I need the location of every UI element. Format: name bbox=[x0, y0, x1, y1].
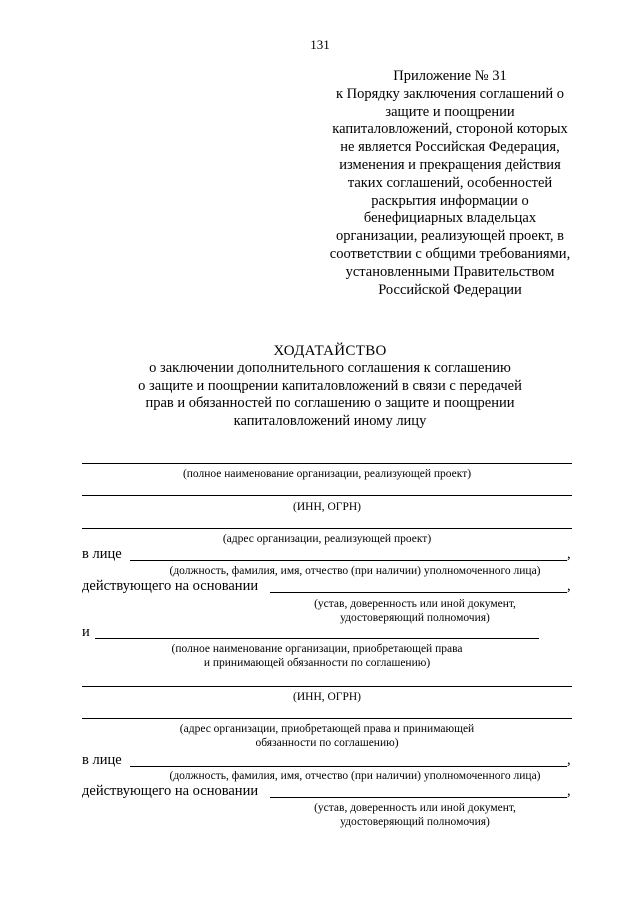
page-number: 131 bbox=[310, 37, 330, 52]
in-person-field[interactable] bbox=[130, 766, 567, 767]
annex-line: не является Российская Федерация, bbox=[340, 139, 560, 156]
acquirer-caption-line: и принимающей обязанности по соглашению) bbox=[203, 657, 431, 669]
in-person-label: в лице bbox=[82, 546, 122, 562]
basis-caption bbox=[270, 597, 560, 625]
acting-basis-field[interactable] bbox=[270, 797, 567, 798]
acquirer-caption-line: (полное наименование организации, приобретающей права bbox=[171, 643, 463, 655]
and-label: и bbox=[82, 624, 90, 640]
annex-line: соответствии с общими требованиями, bbox=[329, 245, 571, 262]
acquirer-name-field[interactable] bbox=[95, 638, 539, 639]
annex-line: защите и поощрении bbox=[385, 103, 515, 120]
org-name-caption: (полное наименование организации, реализующей проект) bbox=[182, 468, 472, 480]
address-caption: (адрес организации, реализующей проект) bbox=[222, 533, 432, 545]
acquirer-address-caption bbox=[82, 722, 572, 750]
annex-line: Российской Федерации bbox=[378, 281, 522, 298]
acting-basis-label: действующего на основании bbox=[82, 578, 259, 594]
org-name-field[interactable] bbox=[82, 463, 572, 464]
inn-ogrn-caption: (ИНН, ОГРН) bbox=[293, 501, 361, 513]
person-caption: (должность, фамилия, имя, отчество (при наличии) уполномоченного лица) bbox=[169, 565, 541, 577]
in-person-label: в лице bbox=[82, 752, 122, 768]
comma: , bbox=[567, 752, 571, 768]
annex-line: установленными Правительством bbox=[345, 263, 555, 280]
address-field[interactable] bbox=[82, 528, 572, 529]
basis-caption-line: удостоверяющий полномочия) bbox=[340, 612, 490, 624]
annex-line: к Порядку заключения соглашений о bbox=[336, 85, 564, 102]
subtitle-line: прав и обязанностей по соглашению о защите и поощрении bbox=[145, 395, 515, 412]
comma: , bbox=[567, 546, 571, 562]
annex-line: изменения и прекращения действия bbox=[339, 156, 561, 173]
acquirer-caption bbox=[95, 642, 539, 670]
annex-line: капиталовложений, стороной которых bbox=[332, 121, 568, 138]
subtitle-line: капиталовложений иному лицу bbox=[233, 412, 427, 429]
person-caption: (должность, фамилия, имя, отчество (при наличии) уполномоченного лица) bbox=[169, 770, 541, 782]
annex-line: раскрытия информации о bbox=[371, 192, 529, 209]
basis-caption-line: удостоверяющий полномочия) bbox=[340, 816, 490, 828]
comma: , bbox=[567, 578, 571, 594]
acquirer-address-field[interactable] bbox=[82, 718, 572, 719]
document-subtitle bbox=[0, 360, 640, 430]
subtitle-line: о защите и поощрении капиталовложений в связи с передачей bbox=[138, 377, 522, 394]
inn-ogrn-field[interactable] bbox=[82, 495, 572, 496]
acting-basis-field[interactable] bbox=[270, 592, 567, 593]
basis-caption-line: (устав, доверенность или иной документ, bbox=[314, 802, 516, 814]
acquirer-inn-ogrn-field[interactable] bbox=[82, 686, 572, 687]
subtitle-line: о заключении дополнительного соглашения к соглашению bbox=[149, 360, 511, 376]
document-title: ХОДАТАЙСТВО bbox=[273, 343, 387, 359]
basis-caption bbox=[270, 801, 560, 829]
acting-basis-label: действующего на основании bbox=[82, 783, 259, 799]
acquirer-address-line: обязанности по соглашению) bbox=[255, 737, 399, 749]
annex-line: организации, реализующей проект, в bbox=[335, 228, 565, 245]
acquirer-inn-ogrn-caption: (ИНН, ОГРН) bbox=[293, 691, 361, 703]
in-person-field[interactable] bbox=[130, 560, 567, 561]
acquirer-address-line: (адрес организации, приобретающей права и принимающей bbox=[179, 723, 475, 735]
comma: , bbox=[567, 783, 571, 799]
annex-line: таких соглашений, особенностей bbox=[347, 174, 553, 191]
annex-header bbox=[300, 68, 600, 299]
annex-line: бенефициарных владельцах bbox=[363, 210, 537, 227]
annex-line: Приложение № 31 bbox=[393, 68, 507, 84]
basis-caption-line: (устав, доверенность или иной документ, bbox=[314, 598, 516, 610]
